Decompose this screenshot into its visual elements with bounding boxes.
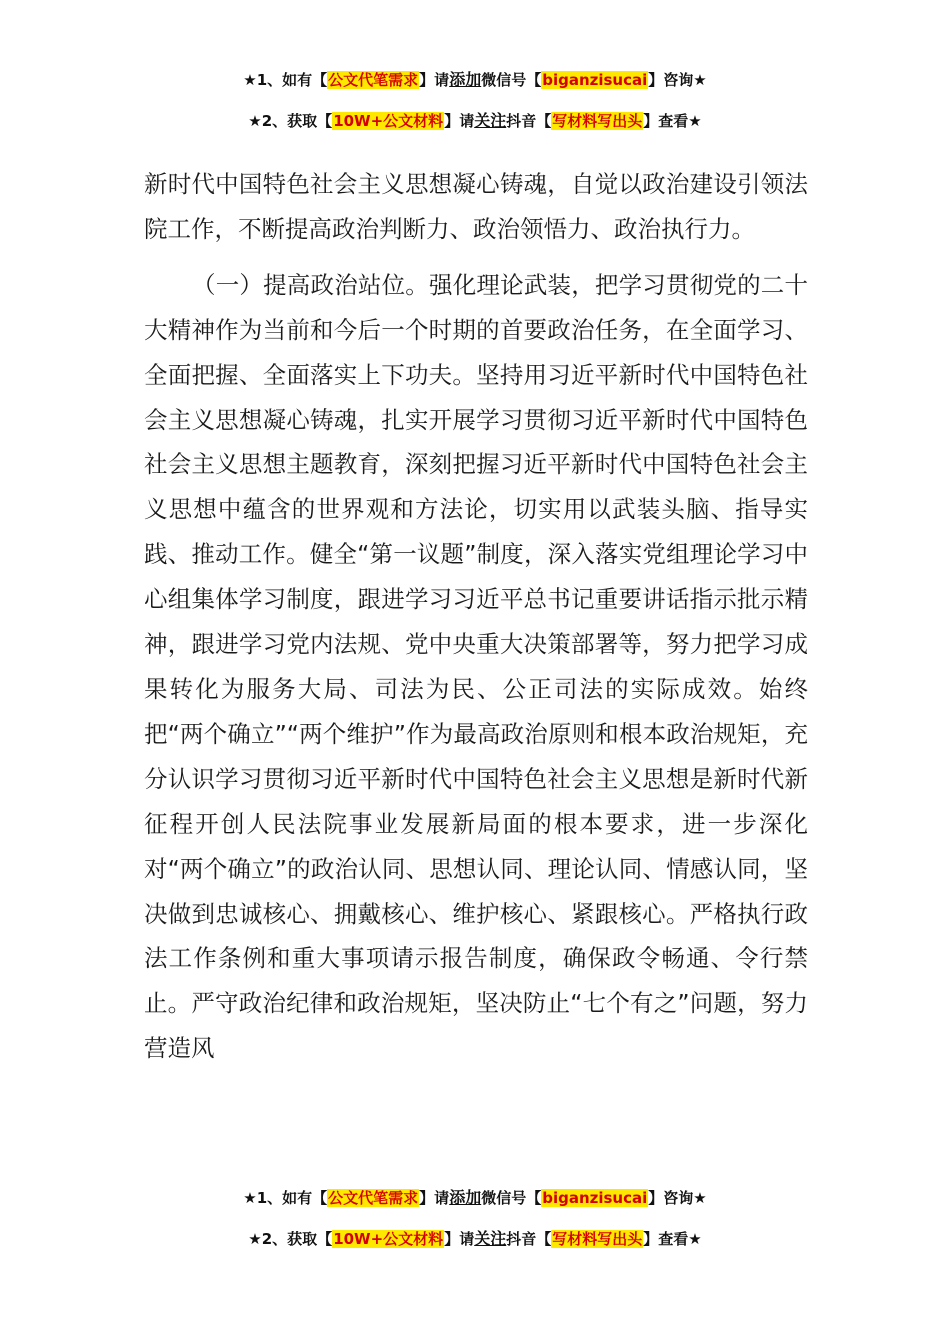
banner-text: 】查看★	[643, 112, 702, 130]
banner-text: 抖音【	[506, 112, 552, 130]
banner-text: 】请	[444, 112, 475, 130]
banner-emphasis: 添加	[449, 1188, 482, 1207]
banner-highlight: 公文代笔需求	[328, 71, 419, 89]
banner-emphasis: 关注	[474, 1229, 507, 1248]
banner-text: 】请	[419, 1189, 450, 1207]
banner-wechat-id: biganzisucai	[542, 71, 648, 89]
banner-text: ★1、如有【	[243, 1189, 328, 1207]
banner-text: 】咨询★	[648, 1189, 707, 1207]
banner-douyin-id: 写材料写出头	[552, 112, 643, 130]
banner-text: 】请	[444, 1230, 475, 1248]
document-body	[144, 162, 808, 1071]
paragraph: 新时代中国特色社会主义思想凝心铸魂，自觉以政治建设引领法院工作，不断提高政治判断力、政治领悟力、政治执行力。	[144, 170, 808, 243]
banner-text: 】咨询★	[648, 71, 707, 89]
banner-highlight: 公文代笔需求	[328, 1189, 419, 1207]
banner-text: ★2、获取【	[248, 112, 333, 130]
banner-wechat-id: biganzisucai	[542, 1189, 648, 1207]
footer-ad-line-2	[0, 1229, 950, 1249]
banner-emphasis: 添加	[449, 70, 482, 89]
paragraph: （一）提高政治站位。强化理论武装，把学习贯彻党的二十大精神作为当前和今后一个时期的首要政治任务，在全面学习、全面把握、全面落实上下功夫。坚持用习近平新时代中国特色社会主义思想凝心铸魂，扎实开展学习贯彻习近平新时代中国特色社会主义思想主题教育，深刻把握习近平新时代中国特色社会主义思想中蕴含的世界观和方法论，切实用以武装头脑、指导实践、推动工作。健全“第一议题”制度，深入落实党组理论学习中心组集体学习制度，跟进学习习近平总书记重要讲话指示批示精神，跟进学习党内法规、党中央重大决策部署等，努力把学习成果转化为服务大局、司法为民、公正司法的实际成效。始终把“两个确立”“两个维护”作为最高政治原则和根本政治规矩，充分认识学习贯彻习近平新时代中国特色社会主义思想是新时代新征程开创人民法院事业发展新局面的根本要求，进一步深化对“两个确立”的政治认同、思想认同、理论认同、情感认同，坚决做到忠诚核心、拥戴核心、维护核心、紧跟核心。严格执行政法工作条例和重大事项请示报告制度，确保政令畅通、令行禁止。严守政治纪律和政治规矩，坚决防止“七个有之”问题，努力营造风	[144, 270, 808, 1063]
banner-text: ★1、如有【	[243, 71, 328, 89]
banner-douyin-id: 写材料写出头	[552, 1230, 643, 1248]
banner-text: 微信号【	[481, 1189, 542, 1207]
banner-highlight: 10W+公文材料	[333, 1230, 444, 1248]
header-ad-line-2	[0, 111, 950, 131]
banner-emphasis: 关注	[474, 111, 507, 130]
banner-text: 抖音【	[506, 1230, 552, 1248]
banner-text: 】请	[419, 71, 450, 89]
banner-text: 微信号【	[481, 71, 542, 89]
banner-text: 】查看★	[643, 1230, 702, 1248]
banner-highlight: 10W+公文材料	[333, 112, 444, 130]
footer-ad-line-1	[0, 1188, 950, 1208]
header-ad-line-1	[0, 70, 950, 90]
banner-text: ★2、获取【	[248, 1230, 333, 1248]
